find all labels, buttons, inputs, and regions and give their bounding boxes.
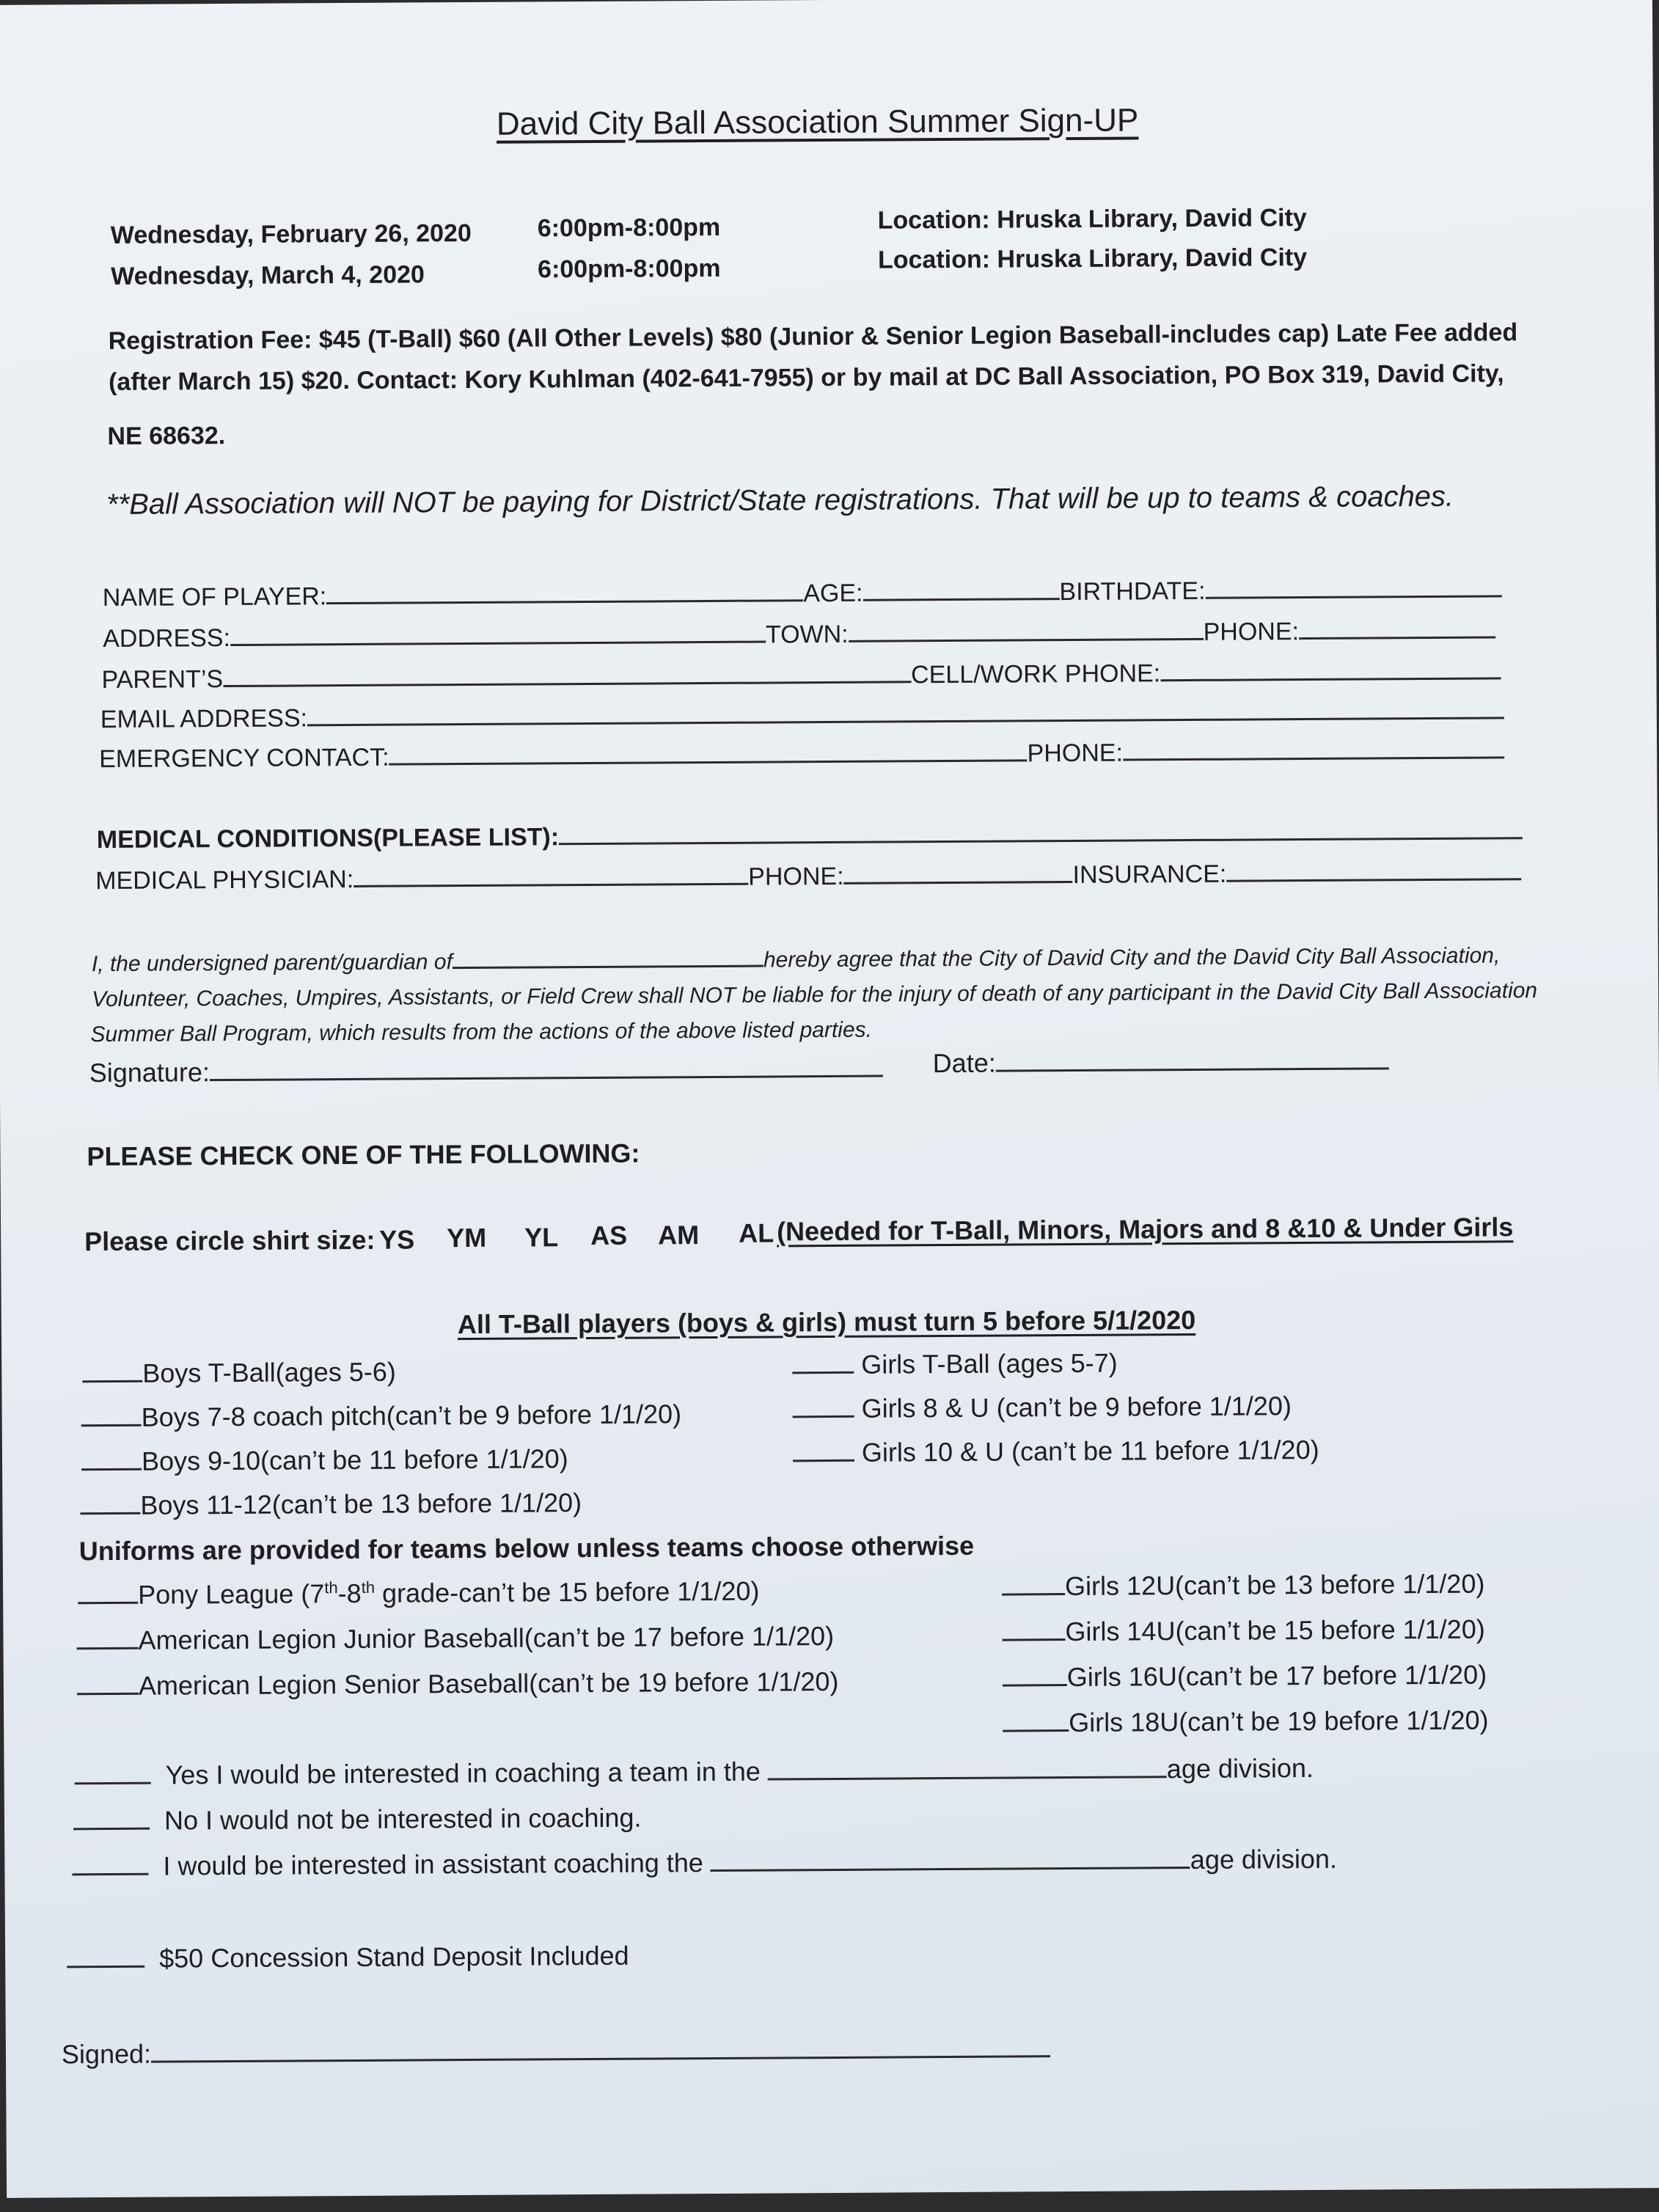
pony-league-option[interactable]: Pony League (7th-8th grade-can’t be 15 before 1/1/20) bbox=[78, 1576, 760, 1611]
tball-age-note: All T-Ball players (boys & girls) must turn 5 before 5/1/2020 bbox=[457, 1304, 1196, 1340]
waiver-line-3: Summer Ball Program, which results from the actions of the above listed parties. bbox=[90, 1017, 873, 1047]
girls-12u-option[interactable]: Girls 12U(can’t be 13 before 1/1/20) bbox=[1002, 1569, 1485, 1603]
coaching-no-option[interactable]: No I would not be interested in coaching. bbox=[73, 1803, 642, 1837]
check-one-heading: PLEASE CHECK ONE OF THE FOLLOWING: bbox=[87, 1138, 640, 1172]
session-2-date: Wednesday, March 4, 2020 bbox=[111, 260, 425, 290]
session-2-time: 6:00pm-8:00pm bbox=[537, 254, 721, 284]
shirt-size-am[interactable]: AM bbox=[658, 1220, 700, 1250]
waiver-line-1[interactable]: I, the undersigned parent/guardian of hereby agree that the City of David City and the David City Ball Association, bbox=[91, 943, 1501, 977]
girls-option-1[interactable]: Girls T-Ball (ages 5-7) bbox=[792, 1348, 1118, 1381]
date-field[interactable]: Date: bbox=[933, 1045, 1389, 1079]
coaching-yes-option[interactable]: Yes I would be interested in coaching a team in the age division. bbox=[75, 1753, 1314, 1791]
waiver-line-2: Volunteer, Coaches, Umpires, Assistants, or Field Crew shall NOT be liable for the injury of death of any participant in the David City Ball Association bbox=[92, 978, 1538, 1012]
address-field[interactable]: ADDRESS: TOWN: PHONE: bbox=[103, 616, 1495, 653]
shirt-size-ys[interactable]: YS bbox=[379, 1224, 415, 1255]
district-notice: **Ball Association will NOT be paying for District/State registrations. That will be up to teams & coaches. bbox=[106, 480, 1454, 521]
medical-physician-field[interactable]: MEDICAL PHYSICIAN: PHONE: INSURANCE: bbox=[95, 858, 1521, 896]
parents-field[interactable]: PARENT’S CELL/WORK PHONE: bbox=[101, 657, 1501, 695]
player-name-field[interactable]: NAME OF PLAYER: AGE: BIRTHDATE: bbox=[103, 575, 1502, 612]
emergency-contact-field[interactable]: EMERGENCY CONTACT: PHONE: bbox=[99, 736, 1504, 774]
boys-option-4[interactable]: Boys 11-12(can’t be 13 before 1/1/20) bbox=[80, 1487, 582, 1521]
registration-line-2: (after March 15) $20. Contact: Kory Kuhlman (402-641-7955) or by mail at DC Ball Association, PO Box 319, David City, bbox=[108, 359, 1504, 396]
uniforms-heading: Uniforms are provided for teams below unless teams choose otherwise bbox=[78, 1530, 975, 1567]
girls-option-2[interactable]: Girls 8 & U (can’t be 9 before 1/1/20) bbox=[792, 1391, 1292, 1424]
shirt-size-note: (Needed for T-Ball, Minors, Majors and 8 &10 & Under Girls bbox=[776, 1212, 1514, 1247]
girls-16u-option[interactable]: Girls 16U(can’t be 17 before 1/1/20) bbox=[1003, 1660, 1487, 1693]
concession-deposit-option[interactable]: $50 Concession Stand Deposit Included bbox=[67, 1941, 629, 1975]
boys-option-3[interactable]: Boys 9-10(can’t be 11 before 1/1/20) bbox=[81, 1443, 568, 1477]
girls-18u-option[interactable]: Girls 18U(can’t be 19 before 1/1/20) bbox=[1003, 1705, 1489, 1739]
session-1-date: Wednesday, February 26, 2020 bbox=[110, 219, 472, 249]
legion-junior-option[interactable]: American Legion Junior Baseball(can’t be 17 before 1/1/20) bbox=[76, 1621, 834, 1656]
signed-field[interactable]: Signed: bbox=[62, 2033, 1050, 2070]
session-1-time: 6:00pm-8:00pm bbox=[537, 213, 721, 243]
boys-option-1[interactable]: Boys T-Ball(ages 5-6) bbox=[82, 1357, 396, 1390]
shirt-size-al[interactable]: AL bbox=[739, 1217, 774, 1248]
boys-option-2[interactable]: Boys 7-8 coach pitch(can’t be 9 before 1/1/20) bbox=[81, 1399, 682, 1433]
shirt-size-label: Please circle shirt size: bbox=[84, 1224, 376, 1257]
form-title: David City Ball Association Summer Sign-UP bbox=[496, 102, 1139, 142]
shirt-size-as[interactable]: AS bbox=[590, 1220, 628, 1250]
session-2-location: Location: Hruska Library, David City bbox=[877, 243, 1308, 274]
session-1-location: Location: Hruska Library, David City bbox=[877, 204, 1307, 235]
registration-line-1: Registration Fee: $45 (T-Ball) $60 (All Other Levels) $80 (Junior & Senior Legion Baseball-includes cap) Late Fee added bbox=[108, 318, 1518, 355]
legion-senior-option[interactable]: American Legion Senior Baseball(can’t be 19 before 1/1/20) bbox=[77, 1666, 839, 1702]
medical-conditions-field[interactable]: MEDICAL CONDITIONS(PLEASE LIST): bbox=[97, 817, 1523, 854]
shirt-size-ym[interactable]: YM bbox=[447, 1222, 487, 1253]
girls-14u-option[interactable]: Girls 14U(can’t be 15 before 1/1/20) bbox=[1002, 1614, 1485, 1648]
signature-field[interactable]: Signature: bbox=[89, 1053, 883, 1089]
assistant-coaching-option[interactable]: I would be interested in assistant coaching the age division. bbox=[72, 1844, 1337, 1883]
shirt-size-yl[interactable]: YL bbox=[524, 1222, 559, 1253]
email-field[interactable]: EMAIL ADDRESS: bbox=[100, 697, 1504, 734]
girls-option-3[interactable]: Girls 10 & U (can’t be 11 before 1/1/20) bbox=[793, 1435, 1319, 1468]
registration-line-3: NE 68632. bbox=[107, 422, 226, 450]
